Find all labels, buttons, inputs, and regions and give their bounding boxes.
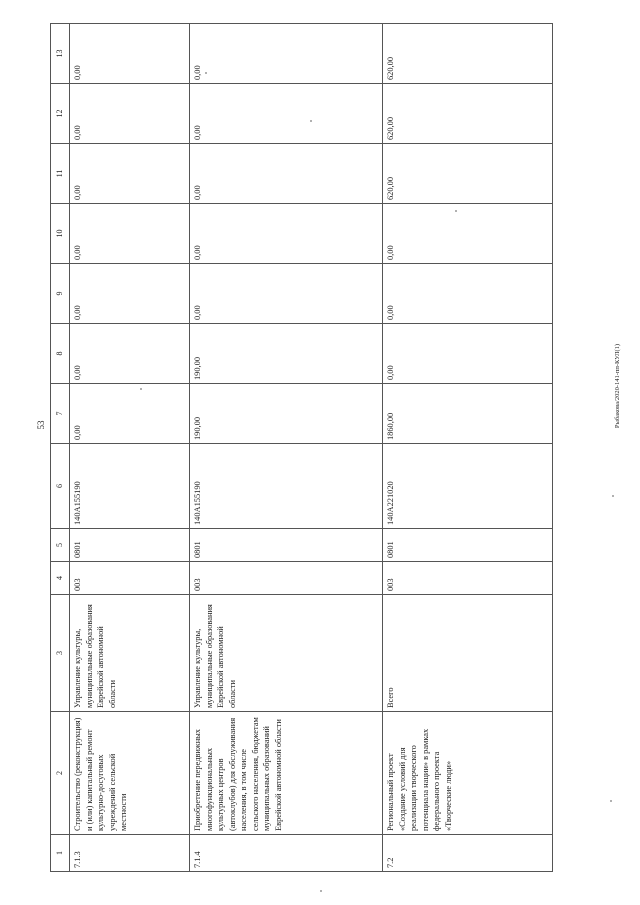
row-rzpr: 0801 xyxy=(383,529,553,562)
page-number: 53 xyxy=(36,420,46,430)
scan-speck xyxy=(140,388,142,390)
document-stamp: Рыбакова/2020-141-пп-КУЛ(1) xyxy=(614,343,621,429)
row-rzpr: 0801 xyxy=(70,529,190,562)
row-value-11: 0,00 xyxy=(190,144,383,204)
row-value-7: 0,00 xyxy=(70,384,190,444)
header-cell-2: 2 xyxy=(51,712,70,835)
row-value-8: 0,00 xyxy=(383,324,553,384)
header-cell-13: 13 xyxy=(51,24,70,84)
row-csr: 140A221020 xyxy=(383,444,553,529)
row-value-8: 190,00 xyxy=(190,324,383,384)
header-cell-3: 3 xyxy=(51,595,70,712)
header-cell-9: 9 xyxy=(51,264,70,324)
table-row xyxy=(190,24,383,872)
row-value-8: 0,00 xyxy=(70,324,190,384)
row-name: Региональный проект «Создание условий для реализации творческого потенциала нации» в рамках федерального проекта «Творческие люди» xyxy=(383,712,553,835)
row-value-13: 0,00 xyxy=(70,24,190,84)
header-cell-11: 11 xyxy=(51,144,70,204)
document-table-wrapper xyxy=(50,49,550,872)
row-executor: Управление культуры, муниципальные образования Еврейской автономной области xyxy=(70,595,190,712)
row-value-11: 0,00 xyxy=(70,144,190,204)
row-rzpr: 0801 xyxy=(190,529,383,562)
row-value-10: 0,00 xyxy=(190,204,383,264)
row-csr: 140A155190 xyxy=(70,444,190,529)
row-number: 7.1.4 xyxy=(190,835,383,872)
row-value-11: 620,00 xyxy=(383,144,553,204)
header-row xyxy=(51,24,70,872)
row-name: Строительство (реконструкция) и (или) капитальный ремонт культурно-досуговых учреждений сельской местности xyxy=(70,712,190,835)
header-cell-1: 1 xyxy=(51,835,70,872)
header-cell-12: 12 xyxy=(51,84,70,144)
row-value-9: 0,00 xyxy=(70,264,190,324)
header-cell-5: 5 xyxy=(51,529,70,562)
row-number: 7.1.3 xyxy=(70,835,190,872)
table-row xyxy=(70,24,190,872)
row-value-9: 0,00 xyxy=(383,264,553,324)
header-cell-6: 6 xyxy=(51,444,70,529)
header-cell-7: 7 xyxy=(51,384,70,444)
scan-speck xyxy=(612,495,614,497)
row-number: 7.2 xyxy=(383,835,553,872)
row-grbs: 003 xyxy=(383,562,553,595)
row-value-10: 0,00 xyxy=(70,204,190,264)
scan-speck xyxy=(205,72,207,74)
table-row xyxy=(383,24,553,872)
scan-speck xyxy=(455,210,457,212)
row-value-12: 620,00 xyxy=(383,84,553,144)
row-value-12: 0,00 xyxy=(70,84,190,144)
row-value-9: 0,00 xyxy=(190,264,383,324)
scan-speck xyxy=(320,890,322,892)
scan-speck xyxy=(610,800,612,802)
row-value-13: 620,00 xyxy=(383,24,553,84)
row-value-12: 0,00 xyxy=(190,84,383,144)
header-cell-4: 4 xyxy=(51,562,70,595)
header-cell-8: 8 xyxy=(51,324,70,384)
scan-speck xyxy=(310,120,312,122)
row-grbs: 003 xyxy=(190,562,383,595)
row-grbs: 003 xyxy=(70,562,190,595)
rotated-table xyxy=(50,49,550,872)
header-cell-10: 10 xyxy=(51,204,70,264)
row-executor: Управление культуры, муниципальные образования Еврейской автономной области xyxy=(190,595,383,712)
row-value-10: 0,00 xyxy=(383,204,553,264)
row-name: Приобретение передвижных многофункциональных культурных центров (автоклубов) для обслуживания населения, в том числе сельского населения, бюджетам муниципальных образований Еврейской автономной области xyxy=(190,712,383,835)
budget-table xyxy=(50,23,553,872)
row-executor: Всего xyxy=(383,595,553,712)
row-value-7: 1860,00 xyxy=(383,384,553,444)
row-value-7: 190,00 xyxy=(190,384,383,444)
row-csr: 140A155190 xyxy=(190,444,383,529)
row-value-13: 0,00 xyxy=(190,24,383,84)
